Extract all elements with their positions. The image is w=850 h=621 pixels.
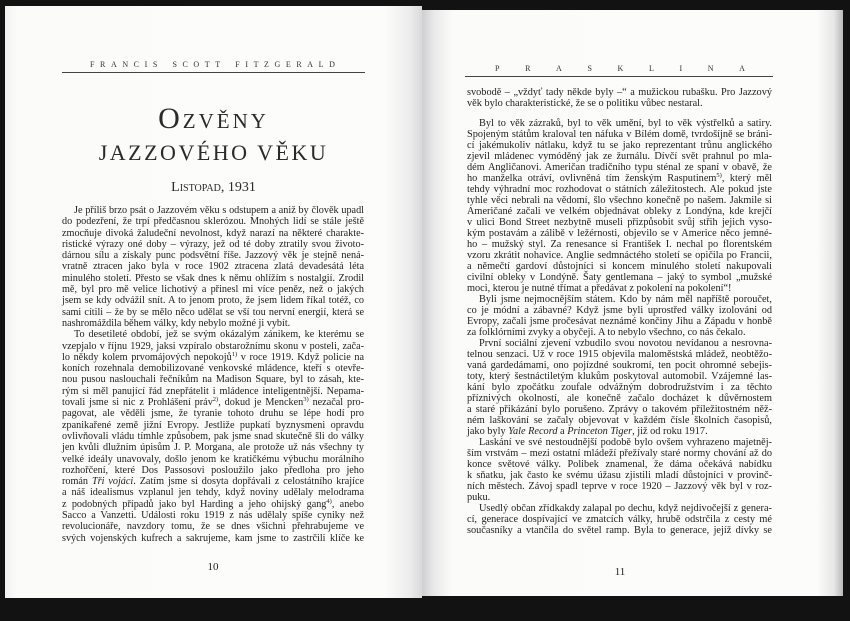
text-line <box>62 476 364 487</box>
text-line: zmocňuje divoká žaludeční nevolnost, když narazí na některé charakte- <box>62 227 364 239</box>
text-line: ních městech. Závoj spadl teprve v roce 1920 – Jazzový věk byl v roz- <box>467 481 772 492</box>
text-line: konce světové války. Polibek znamenal, že dáma očekává nabídku <box>467 459 772 470</box>
text-line: dém Angličanovi. Američan tradičního typu sténal ze spaní v obavě, že <box>467 162 772 173</box>
text-line: cí, generace dospívající ve zmatcích války, hrubě odstrčila z cesty mé <box>467 514 772 525</box>
text-line: toty, který šestnáctiletým klukům poskytoval automobil. Vzájemné las- <box>467 371 772 382</box>
text-line: minulého století. Přesto se však dnes k němu ohlížím s nostalgií. Zrodil <box>62 272 364 284</box>
header-letter: R <box>296 60 302 69</box>
footnote-marker: 5) <box>716 172 722 179</box>
header-letter: R <box>525 64 531 73</box>
header-letter: S <box>152 60 158 69</box>
paragraph <box>62 329 364 544</box>
text-line: co je módní a zábavné? Když jsme byli uprostřed války izolováni od <box>467 305 772 316</box>
header-letter: N <box>707 64 714 73</box>
text-line: revolucionáře, navzdory tomu, že se dnes všichni přehrabujeme ve <box>62 521 364 533</box>
text-line: příznivých okolností, ale konečně začalo docházet k důvěrnostem <box>467 393 772 404</box>
text-line: První sociální zjevení vzbudilo svou novotou nevídanou a nesrovna- <box>479 338 772 349</box>
chapter-title-line-2: JAZZOVÉHO VĚKU <box>98 140 329 165</box>
text-line: za folklórními zvyky a obyčeji. A to nebylo všechno, co nás čekalo. <box>467 327 746 338</box>
text-line: tehdy výhradní moc rozhodovat o státních záležitostech. Ale pokud jste <box>467 184 772 195</box>
text-line: vratně ztracen jako byla v roce 1902 ztracena zlatá devadesátá léta <box>62 261 364 273</box>
header-letter: Z <box>264 60 269 69</box>
text-run: a <box>557 426 568 437</box>
header-letter: S <box>587 64 592 73</box>
paragraph <box>467 118 772 294</box>
text-line: ovlivňovali vládu tímhle způsobem, pak jsme snad skutečně šli do války <box>62 430 364 442</box>
text-line: a staré přikázání bylo porušeno. Zprávy o takovém příležitostném něž- <box>467 404 772 415</box>
header-letter: L <box>318 60 324 69</box>
text-line <box>467 426 772 437</box>
text-line: dárnou sílu a získaly punc podsvětní říše. Jazzový věk je stejně nená- <box>62 250 364 262</box>
header-letter: L <box>648 64 654 73</box>
header-letter: K <box>617 64 624 73</box>
text-line: velké ideály unavovaly, došlo jenom ke kratičkému výbuchu morálního <box>62 453 364 465</box>
text-line: ristické výrazy oné doby – výrazy, jež od té doby ztratily svou životo- <box>62 238 364 250</box>
header-letter: O <box>193 60 200 69</box>
text-line: Spojeným státům kraloval ten náfuka v Bílém domě, tvrdošíjně se bráni- <box>467 129 772 140</box>
text-line: zjevil mládenec vymóděný jak ze žurnálu. Dívčí svět prahnul po mla- <box>467 151 772 162</box>
text-line: věk bylo charakteristické, že se o politiku vůbec nestaral. <box>467 98 703 109</box>
footnote-marker: 1) <box>231 350 238 358</box>
header-letter: G <box>274 60 281 69</box>
header-letter <box>226 60 230 69</box>
header-letter: A <box>739 64 745 73</box>
text-line: kým postavám a zálibě v ležérnosti, objevilo se v Americe něco jemné- <box>467 228 772 239</box>
chapter-date: Listopad, 1931 <box>171 180 256 195</box>
text-line: v ulici Bond Street nezbytně museli přizpůsobit svůj střih jejich vyso- <box>467 217 772 228</box>
text-line <box>62 499 364 510</box>
header-letter: I <box>144 60 148 69</box>
footnote-marker: 2) <box>212 396 219 404</box>
text-run: román <box>62 476 92 488</box>
text-line: telnou senzaci. Už v roce 1915 objevila maloměstská mládež, neobtěžo- <box>467 349 772 360</box>
page-number: 10 <box>207 561 219 573</box>
paragraph <box>467 338 772 437</box>
header-letter: T <box>204 60 210 69</box>
footnote-marker: 3) <box>303 396 309 404</box>
footnote-marker: 4) <box>326 497 332 505</box>
header-letter: E <box>285 60 291 69</box>
text-line: civilní obleky v Londýně. Šaty gentlemana – jaký to symbol „mužské <box>467 272 772 283</box>
header-letter: T <box>215 60 221 69</box>
header-letter: C <box>182 60 188 69</box>
text-run: , který měl <box>721 173 772 184</box>
page-number: 11 <box>614 566 626 578</box>
text-line: puku. <box>467 492 491 503</box>
header-letter: D <box>329 60 335 69</box>
header-letter: F <box>235 60 240 69</box>
text-line: sami cítili – že by se mělo něco udělat se vší tou nervní energií, která se <box>62 306 364 318</box>
header-letter: A <box>556 64 562 73</box>
header-letter: S <box>172 60 177 69</box>
text-line: Usedlý občan zřídkakdy zalapal po dechu, když nejdivočejší z genera- <box>479 503 772 514</box>
header-letter <box>163 60 167 69</box>
text-run: , dokud je Mencken <box>218 397 304 409</box>
header-letter: C <box>133 60 140 69</box>
text-run: ho manželka otráví, ovlivněná tím ženským Rasputinem <box>467 173 717 184</box>
text-line: jen kvůli dlužním úpisům J. P. Morgana, ale protože už nás všechny ty <box>62 442 364 454</box>
left-page <box>5 6 422 598</box>
text-line: svobodě – „vždyť tady někde byly –“ a mužickou rubašku. Pro Jazzový <box>467 87 772 98</box>
paragraph <box>467 503 772 536</box>
header-rule <box>465 76 773 77</box>
text-line: Sacco a Vanzetti. Události roku 1919 z nás udělaly spíše cyniky než <box>62 510 364 522</box>
text-line: Byl to věk zázraků, byl to věk umění, byl to věk výstřelků a satiry. <box>479 118 772 129</box>
text-line: ném laškování se začaly objevovat v každém čísle školních časopisů, <box>467 415 772 426</box>
text-line <box>62 397 364 408</box>
header-rule <box>62 72 365 73</box>
chapter-title: Ozvěny <box>158 102 269 135</box>
header-letter: N <box>122 60 129 69</box>
header-letter: R <box>100 60 106 69</box>
text-line: mě, byl pro mě velice lichotivý a přinesl mi více peněz, než o jakých <box>62 284 364 296</box>
header-letter: A <box>110 60 117 69</box>
text-line: současníky a vtančila do světel ramp. Byla to generace, jejíž dívky se <box>467 525 772 536</box>
text-line: vzoru zkrátit nohavice. Anglie sedmnáctého století se opičila po Francii, <box>467 250 772 261</box>
text-line: pagovat, ale věděli jsme, že tyranie tohoto druhu se lépe hodí pro <box>62 408 364 420</box>
text-run: , již od roku 1917. <box>632 426 708 437</box>
text-run: z podobných případů jako byl Harding a jeho ohijský gang <box>62 498 327 510</box>
text-line: nou pusou naslouchali řečníkům na Madison Square, byl to zásah, kte- <box>62 374 364 386</box>
header-letter: F <box>90 60 95 69</box>
text-line: Evropy, začali jsme pročesávat neznámé končiny Jihu a Západu v honbě <box>467 316 772 327</box>
right-page <box>422 10 843 596</box>
text-run: nezačal pro- <box>308 397 364 409</box>
header-letter: P <box>495 64 500 73</box>
italic-title: Tři vojáci <box>91 476 134 488</box>
text-run: , anebo <box>331 498 364 510</box>
left-body-text <box>62 205 364 544</box>
text-line: ším vrstvám – mezi ostatní mládeží přežívaly staré normy chování až do <box>467 448 772 459</box>
text-line: k sňatku, jak často ke svému úžasu zjistili mladí důstojníci v provinč- <box>467 470 772 481</box>
paragraph <box>467 294 772 338</box>
italic-title: Yale Record <box>508 426 558 437</box>
text-line: To desetileté období, jež se svým okázalým zánikem, ke kterému se <box>74 329 364 341</box>
right-body-text <box>467 87 772 536</box>
text-line: Byli jsme nejmocnějším státem. Kdo by nám měl napříště poroučet, <box>479 294 772 305</box>
text-line: cí jakémukoliv nátlaku, když tu se jako reprezentant trůnu anglického <box>467 140 772 151</box>
text-run: v roce 1919. Když policie na <box>237 351 365 363</box>
header-letter: I <box>679 64 683 73</box>
text-line: rým si měl panující řád znepřátelit i mládence inteligentnější. Nepama- <box>62 385 364 397</box>
text-line: do podezření, že trpí předčasnou sklerózou. Mnohých lidí se stále ještě <box>62 216 364 228</box>
text-run: tovali jsme si nic z Prohlášení práv <box>62 397 213 409</box>
text-line: nashromáždila během války, kdy nebylo možné ji vybít. <box>62 317 291 329</box>
running-header-title <box>495 64 745 73</box>
text-run: lo někdy kolem prvomájových nepokojů <box>62 351 232 363</box>
text-line: rozhořčení, které Dos Passosovi posloužilo jako předloha pro jeho <box>62 464 364 476</box>
text-line <box>62 352 364 363</box>
running-header-author <box>90 60 335 69</box>
paragraph <box>62 205 364 329</box>
text-line: jsem se kdy odvážil snít. A to jenom proto, že jsem lidem říkal totéž, co <box>62 295 364 307</box>
text-line: ho – mužský styl. Za renesance si František I. nechal po florentském <box>467 239 772 250</box>
text-run: . Zatím jsme si dosyta dopřávali z celostátního krajíce <box>133 476 365 488</box>
paragraph <box>467 87 772 109</box>
paragraph <box>467 437 772 503</box>
text-line: a němečtí gardoví důstojníci si koncem minulého století nakupovali <box>467 261 772 272</box>
text-line: koních rozehnala demobilizované venkovské mládence, kteří s otevře- <box>62 363 364 375</box>
italic-title: Princeton Tiger <box>567 426 633 437</box>
text-line: vaná gardedámami, ono pojízdné soukromí, ten pocit ohromné sebejis- <box>467 360 772 371</box>
text-line: svých vojenských kufrech a sakrujeme, kam jsme to zastrčili klíče ke <box>62 532 364 544</box>
text-run: jako byly <box>467 426 509 437</box>
text-line <box>467 173 772 184</box>
text-line: tyhle věci nebrali na vědomí, šlo všechno konečně po našem. Jakmile si <box>467 195 772 206</box>
text-line: kání bylo zpočátku zoufale odvážným dobrodružstvím i za těchto <box>467 382 772 393</box>
text-line: Laskání ve své nestoudnější podobě bylo ovšem vyhrazeno majetněj- <box>479 437 772 448</box>
text-line: vzepjalo v říjnu 1929, jaksi vzpíralo obstarožnímu skonu v posteli, zača- <box>62 340 364 352</box>
header-letter: I <box>245 60 248 69</box>
text-line: Je příliš brzo psát o Jazzovém věku s odstupem a aniž by člověk upadl <box>74 205 364 216</box>
text-line: Američané začali ve velkém objednávat obleky z Londýna, kde krejčí <box>467 206 772 217</box>
header-letter: T <box>253 60 259 69</box>
header-letter: A <box>307 60 314 69</box>
text-line: zpanikařené země jižní Evropy. Jestliže pupkatí byznysmeni opravdu <box>62 419 364 431</box>
text-line: a náš idealismus vzplanul jen tehdy, když noviny udělaly melodrama <box>62 487 364 499</box>
text-line: moci, kterou je nutné třímat a předávat z pokolení na pokolení“! <box>467 283 732 294</box>
